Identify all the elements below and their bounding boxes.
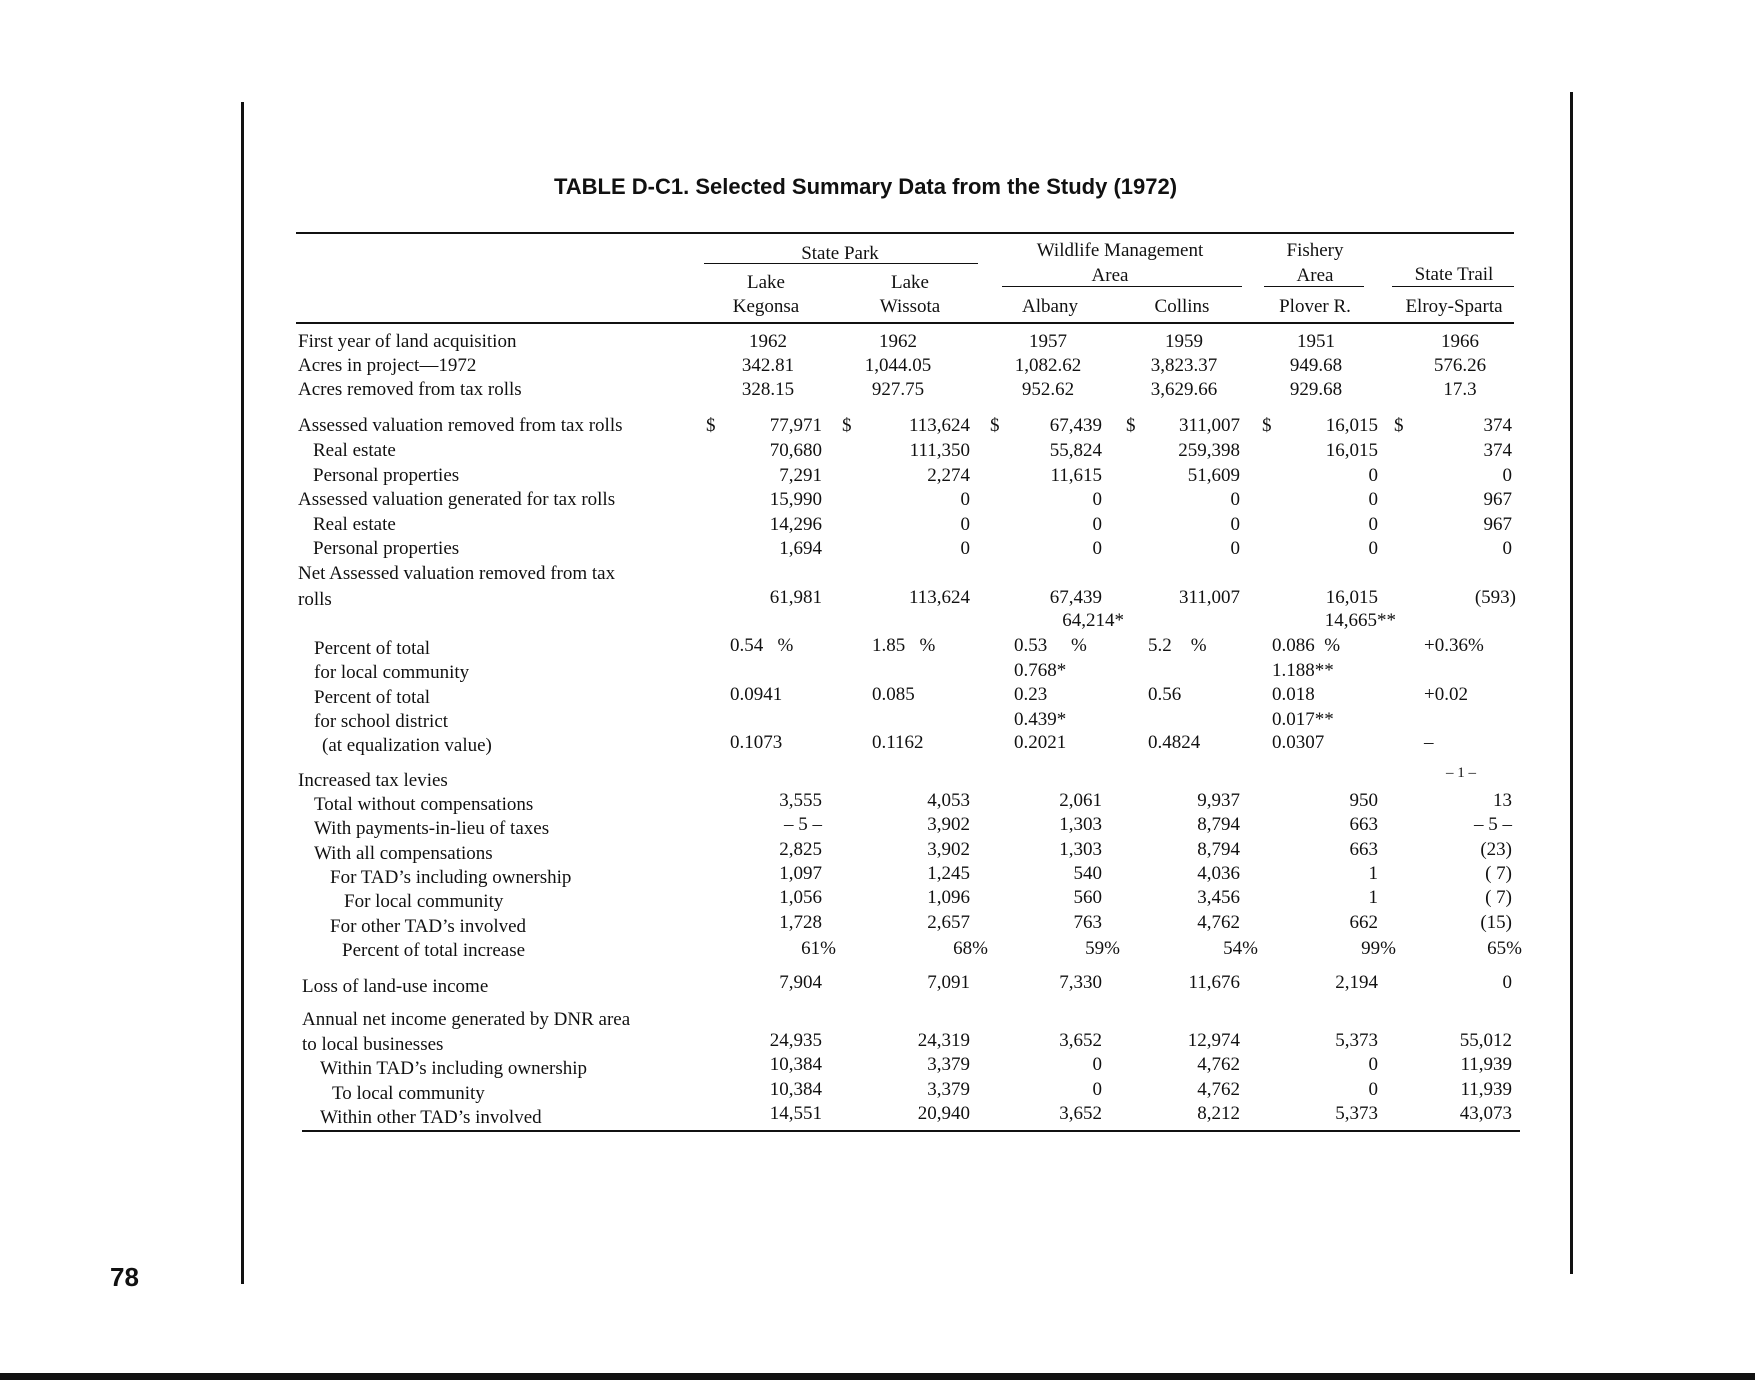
cell-first-year-elroy-sparta: 1966 — [1441, 331, 1479, 352]
cell-to-local-plover: 0 — [1368, 1079, 1378, 1100]
cell-annual-income-albany: 3,652 — [1059, 1030, 1102, 1051]
row-label-tad-ownership: For TAD’s including ownership — [330, 867, 572, 888]
cell-other-tad-plover: 662 — [1349, 912, 1378, 933]
cell-acres-project-lake-kegonsa: 342.81 — [741, 355, 795, 376]
dollar-sign-1: $ — [842, 415, 852, 436]
cell-annual-income-plover: 5,373 — [1335, 1030, 1378, 1051]
row-label-net-av-line1: Net Assessed valuation removed from tax — [298, 563, 616, 584]
cell-annual-income-collins: 12,974 — [1187, 1030, 1240, 1051]
cell-net-av-albany: 67,439 — [1049, 587, 1102, 608]
cell-av-removed-personal-plover: 0 — [1368, 465, 1378, 486]
cell-tad-ownership-plover: 1 — [1368, 863, 1378, 884]
cell-net-av-elroy-sparta: (593) — [1474, 587, 1516, 608]
cell-within-other-collins: 8,212 — [1197, 1103, 1240, 1124]
cell-acres-removed-lake-wissota: 927.75 — [871, 379, 925, 400]
cell-acres-removed-collins: 3,629.66 — [1150, 379, 1218, 400]
cell-net-av-plover: 16,015 — [1325, 587, 1378, 608]
col-lake-wissota-line2: Wissota — [879, 296, 941, 317]
cell-av-removed-personal-lake-wissota: 2,274 — [927, 465, 970, 486]
row-label-acres-removed: Acres removed from tax rolls — [298, 379, 522, 400]
header-bottom-rule — [296, 322, 1514, 324]
row-label-pct-school-line1: Percent of total — [314, 687, 431, 708]
cell-tad-ownership-elroy-sparta: ( 7) — [1485, 863, 1512, 884]
cell-equalization-plover: 0.0307 — [1272, 732, 1325, 753]
cell-av-removed-personal-elroy-sparta: 0 — [1502, 465, 1512, 486]
cell-av-removed-personal-lake-kegonsa: 7,291 — [779, 465, 822, 486]
cell-pct-increase-elroy-sparta: 65% — [1487, 938, 1522, 959]
cell-av-removed-personal-collins: 51,609 — [1187, 465, 1240, 486]
cell-local-community-elroy-sparta: ( 7) — [1485, 887, 1512, 908]
col-albany: Albany — [1022, 296, 1078, 317]
cell-av-generated-personal-plover: 0 — [1368, 538, 1378, 559]
dollar-sign-5: $ — [1394, 415, 1404, 436]
left-margin-rule — [241, 102, 244, 1284]
row-label-net-av-line2: rolls — [298, 589, 332, 610]
group-state-park: State Park — [801, 243, 879, 264]
cell-with-all-lake-wissota: 3,902 — [927, 839, 970, 860]
row-label-av-removed-real: Real estate — [313, 440, 396, 461]
cell-first-year-collins: 1959 — [1165, 331, 1203, 352]
cell-annual-income-lake-wissota: 24,319 — [917, 1030, 970, 1051]
cell-av-generated-elroy-sparta: 967 — [1483, 489, 1512, 510]
state-trail-rule — [1392, 286, 1514, 287]
page-number: 78 — [110, 1262, 139, 1292]
row-label-within-tad: Within TAD’s including ownership — [320, 1058, 588, 1079]
cell-within-tad-plover: 0 — [1368, 1054, 1378, 1075]
table-bottom-rule — [302, 1130, 1520, 1132]
dollar-sign-0: $ — [706, 415, 716, 436]
cell-acres-project-albany: 1,082.62 — [1014, 355, 1082, 376]
cell-total-without-plover: 950 — [1349, 790, 1378, 811]
row-label-with-all: With all compensations — [314, 843, 493, 864]
cell-annual-income-lake-kegonsa: 24,935 — [769, 1030, 822, 1051]
cell-with-pilot-albany: 1,303 — [1059, 814, 1102, 835]
cell-loss-income-lake-wissota: 7,091 — [927, 972, 970, 993]
col-collins: Collins — [1154, 296, 1210, 317]
cell-acres-project-elroy-sparta: 576.26 — [1433, 355, 1487, 376]
group-wildlife: Wildlife Management — [1036, 240, 1204, 261]
cell-local-community-collins: 3,456 — [1197, 887, 1240, 908]
cell-av-removed-real-lake-wissota: 111,350 — [909, 440, 970, 461]
cell-within-tad-elroy-sparta: 11,939 — [1460, 1054, 1512, 1075]
cell-loss-income-elroy-sparta: 0 — [1502, 972, 1512, 993]
page-bottom-edge — [0, 1373, 1755, 1380]
row-label-av-removed-personal: Personal properties — [313, 465, 460, 486]
cell-within-tad-lake-kegonsa: 10,384 — [769, 1054, 822, 1075]
row-label-local-community: For local community — [344, 891, 504, 912]
col-elroy-sparta: Elroy-Sparta — [1405, 296, 1503, 317]
cell-within-other-lake-wissota: 20,940 — [917, 1103, 970, 1124]
cell-loss-income-albany: 7,330 — [1059, 972, 1102, 993]
table-top-rule — [296, 232, 1514, 234]
row-label-loss-income: Loss of land-use income — [302, 976, 489, 997]
cell-acres-project-lake-wissota: 1,044.05 — [864, 355, 932, 376]
cell-within-other-elroy-sparta: 43,073 — [1459, 1103, 1512, 1124]
cell-av-generated-real-collins: 0 — [1230, 514, 1240, 535]
cell-with-pilot-lake-wissota: 3,902 — [927, 814, 970, 835]
cell-tad-ownership-collins: 4,036 — [1197, 863, 1240, 884]
cell-first-year-plover: 1951 — [1297, 331, 1335, 352]
cell-av-removed-lake-wissota: 113,624 — [908, 415, 970, 436]
cell-pct-school-lake-kegonsa: 0.0941 — [730, 684, 783, 705]
cell-pct-increase-collins: 54% — [1223, 938, 1258, 959]
cell-other-tad-collins: 4,762 — [1197, 912, 1240, 933]
cell-av-removed-real-albany: 55,824 — [1049, 440, 1102, 461]
cell-total-without-lake-kegonsa: 3,555 — [779, 790, 822, 811]
cell-acres-removed-elroy-sparta: 17.3 — [1443, 379, 1477, 400]
cell-local-community-lake-kegonsa: 1,056 — [779, 887, 822, 908]
cell-pct-school-albany: 0.23 — [1014, 684, 1048, 705]
cell-with-pilot-elroy-sparta: – 5 – — [1474, 814, 1512, 835]
cell-pct-school-elroy-sparta: +0.02 — [1424, 684, 1468, 705]
cell-av-generated-personal-lake-wissota: 0 — [960, 538, 970, 559]
cell-net-av-lake-wissota: 113,624 — [908, 587, 970, 608]
cell-equalization-albany: 0.2021 — [1014, 732, 1067, 753]
cell-pct-increase-plover: 99% — [1361, 938, 1396, 959]
cell-annual-income-elroy-sparta: 55,012 — [1459, 1030, 1512, 1051]
dollar-sign-3: $ — [1126, 415, 1136, 436]
cell-pct-local-plover-alt: 1.188** — [1272, 660, 1334, 681]
cell-total-without-elroy-sparta: 13 — [1493, 790, 1512, 811]
row-label-av-generated-real: Real estate — [313, 514, 396, 535]
row-label-within-other: Within other TAD’s involved — [320, 1107, 542, 1128]
cell-total-without-albany: 2,061 — [1059, 790, 1102, 811]
cell-av-removed-real-collins: 259,398 — [1178, 440, 1240, 461]
cell-pct-local-lake-wissota: 1.85 % — [872, 635, 936, 656]
cell-first-year-lake-kegonsa: 1962 — [749, 331, 787, 352]
cell-net-av-lake-kegonsa: 61,981 — [769, 587, 822, 608]
dollar-sign-4: $ — [1262, 415, 1272, 436]
cell-acres-removed-plover: 929.68 — [1289, 379, 1343, 400]
cell-to-local-elroy-sparta: 11,939 — [1460, 1079, 1512, 1100]
row-label-pct-local-line1: Percent of total — [314, 638, 431, 659]
cell-with-pilot-plover: 663 — [1349, 814, 1378, 835]
cell-other-tad-elroy-sparta: (15) — [1480, 912, 1512, 933]
cell-av-removed-real-elroy-sparta: 374 — [1483, 440, 1512, 461]
cell-equalization-lake-kegonsa: 0.1073 — [730, 732, 783, 753]
cell-av-removed-real-plover: 16,015 — [1325, 440, 1378, 461]
cell-av-generated-real-lake-kegonsa: 14,296 — [769, 514, 822, 535]
col-lake-kegonsa-line2: Kegonsa — [732, 296, 800, 317]
cell-pct-local-collins: 5.2 % — [1148, 635, 1207, 656]
table-title: TABLE D-C1. Selected Summary Data from the Study (1972) — [553, 174, 1178, 199]
cell-av-generated-real-plover: 0 — [1368, 514, 1378, 535]
cell-first-year-lake-wissota: 1962 — [879, 331, 917, 352]
cell-first-year-albany: 1957 — [1029, 331, 1067, 352]
cell-pct-increase-lake-kegonsa: 61% — [801, 938, 836, 959]
cell-acres-project-plover: 949.68 — [1289, 355, 1343, 376]
cell-with-all-elroy-sparta: (23) — [1480, 839, 1512, 860]
cell-av-generated-real-lake-wissota: 0 — [960, 514, 970, 535]
cell-pct-local-plover: 0.086 % — [1272, 635, 1341, 656]
group-fishery: Fishery — [1286, 240, 1344, 261]
cell-within-tad-lake-wissota: 3,379 — [927, 1054, 970, 1075]
cell-av-generated-real-albany: 0 — [1092, 514, 1102, 535]
row-label-total-without: Total without compensations — [314, 794, 534, 815]
row-label-equalization: (at equalization value) — [322, 735, 492, 756]
cell-tad-ownership-lake-kegonsa: 1,097 — [779, 863, 822, 884]
row-label-pct-school-line2: for school district — [314, 711, 449, 732]
cell-to-local-lake-kegonsa: 10,384 — [769, 1079, 822, 1100]
row-label-first-year: First year of land acquisition — [298, 331, 517, 352]
cell-total-without-lake-wissota: 4,053 — [927, 790, 970, 811]
cell-equalization-elroy-sparta: – — [1424, 732, 1434, 753]
cell-other-tad-albany: 763 — [1073, 912, 1102, 933]
cell-tad-ownership-lake-wissota: 1,245 — [927, 863, 970, 884]
cell-av-generated-personal-lake-kegonsa: 1,694 — [779, 538, 822, 559]
row-label-acres-project: Acres in project—1972 — [298, 355, 477, 376]
cell-with-all-plover: 663 — [1349, 839, 1378, 860]
cell-av-removed-personal-albany: 11,615 — [1050, 465, 1102, 486]
row-label-av-generated: Assessed valuation generated for tax rolls — [298, 489, 616, 510]
cell-net-av-plover-alt: 14,665** — [1324, 610, 1396, 631]
cell-av-generated-plover: 0 — [1368, 489, 1378, 510]
col-plover: Plover R. — [1279, 296, 1351, 317]
cell-av-removed-elroy-sparta: 374 — [1483, 415, 1512, 436]
cell-local-community-albany: 560 — [1073, 887, 1102, 908]
cell-within-other-lake-kegonsa: 14,551 — [769, 1103, 822, 1124]
cell-local-community-plover: 1 — [1368, 887, 1378, 908]
cell-pct-school-lake-wissota: 0.085 — [872, 684, 915, 705]
group-state-trail: State Trail — [1414, 264, 1494, 285]
cell-net-av-collins: 311,007 — [1178, 587, 1240, 608]
cell-pct-increase-albany: 59% — [1085, 938, 1120, 959]
cell-acres-project-collins: 3,823.37 — [1150, 355, 1218, 376]
cell-with-pilot-lake-kegonsa: – 5 – — [784, 814, 822, 835]
cell-to-local-albany: 0 — [1092, 1079, 1102, 1100]
cell-tad-ownership-albany: 540 — [1073, 863, 1102, 884]
cell-local-community-lake-wissota: 1,096 — [927, 887, 970, 908]
row-label-pct-local-line2: for local community — [314, 662, 470, 683]
row-label-annual-income-line2: to local businesses — [302, 1034, 444, 1055]
cell-to-local-lake-wissota: 3,379 — [927, 1079, 970, 1100]
row-label-pct-increase: Percent of total increase — [342, 940, 526, 961]
cell-equalization-lake-wissota: 0.1162 — [872, 732, 924, 753]
row-label-annual-income-line1: Annual net income generated by DNR area — [302, 1009, 631, 1030]
row-label-to-local: To local community — [332, 1083, 485, 1104]
cell-av-generated-real-elroy-sparta: 967 — [1483, 514, 1512, 535]
cell-acres-removed-albany: 952.62 — [1021, 379, 1075, 400]
cell-pct-school-plover-alt: 0.017** — [1272, 709, 1334, 730]
group-wildlife-area: Area — [1091, 265, 1129, 286]
cell-net-av-albany-alt: 64,214* — [1062, 610, 1124, 631]
row-label-av-generated-personal: Personal properties — [313, 538, 460, 559]
col-lake-kegonsa-line1: Lake — [747, 272, 785, 293]
cell-within-other-albany: 3,652 — [1059, 1103, 1102, 1124]
cell-equalization-collins: 0.4824 — [1148, 732, 1201, 753]
cell-with-all-lake-kegonsa: 2,825 — [779, 839, 822, 860]
row-label-increased-levies: Increased tax levies — [298, 770, 448, 791]
cell-total-without-collins: 9,937 — [1197, 790, 1240, 811]
cell-acres-removed-lake-kegonsa: 328.15 — [741, 379, 795, 400]
cell-av-removed-collins: 311,007 — [1178, 415, 1240, 436]
group-fishery-area: Area — [1296, 265, 1334, 286]
cell-av-removed-albany: 67,439 — [1049, 415, 1102, 436]
row-label-with-pilot: With payments-in-lieu of taxes — [314, 818, 550, 839]
dollar-sign-2: $ — [990, 415, 1000, 436]
cell-with-all-collins: 8,794 — [1197, 839, 1240, 860]
cell-av-generated-personal-albany: 0 — [1092, 538, 1102, 559]
cell-with-all-albany: 1,303 — [1059, 839, 1102, 860]
cell-loss-income-collins: 11,676 — [1188, 972, 1240, 993]
cell-increased-levies-elroy-note: – 1 – — [1446, 765, 1476, 781]
cell-av-removed-plover: 16,015 — [1325, 415, 1378, 436]
row-label-other-tad: For other TAD’s involved — [330, 916, 527, 937]
cell-within-other-plover: 5,373 — [1335, 1103, 1378, 1124]
row-label-av-removed: Assessed valuation removed from tax rolls — [298, 415, 623, 436]
cell-to-local-collins: 4,762 — [1197, 1079, 1240, 1100]
cell-with-pilot-collins: 8,794 — [1197, 814, 1240, 835]
cell-av-removed-real-lake-kegonsa: 70,680 — [769, 440, 822, 461]
col-lake-wissota-line1: Lake — [891, 272, 929, 293]
cell-av-generated-lake-kegonsa: 15,990 — [769, 489, 822, 510]
cell-loss-income-lake-kegonsa: 7,904 — [779, 972, 822, 993]
cell-av-generated-lake-wissota: 0 — [960, 489, 970, 510]
cell-loss-income-plover: 2,194 — [1335, 972, 1378, 993]
cell-av-generated-collins: 0 — [1230, 489, 1240, 510]
cell-other-tad-lake-kegonsa: 1,728 — [779, 912, 822, 933]
cell-pct-school-albany-alt: 0.439* — [1014, 709, 1067, 730]
cell-pct-local-albany: 0.53 % — [1014, 635, 1087, 656]
cell-pct-local-elroy-sparta: +0.36% — [1424, 635, 1484, 656]
cell-pct-increase-lake-wissota: 68% — [953, 938, 988, 959]
cell-pct-school-plover: 0.018 — [1272, 684, 1315, 705]
cell-av-generated-personal-elroy-sparta: 0 — [1502, 538, 1512, 559]
cell-av-generated-personal-collins: 0 — [1230, 538, 1240, 559]
right-margin-rule — [1570, 92, 1573, 1274]
cell-pct-local-lake-kegonsa: 0.54 % — [730, 635, 794, 656]
cell-pct-local-albany-alt: 0.768* — [1014, 660, 1067, 681]
cell-within-tad-collins: 4,762 — [1197, 1054, 1240, 1075]
cell-av-removed-lake-kegonsa: 77,971 — [769, 415, 822, 436]
cell-av-generated-albany: 0 — [1092, 489, 1102, 510]
cell-within-tad-albany: 0 — [1092, 1054, 1102, 1075]
cell-other-tad-lake-wissota: 2,657 — [927, 912, 970, 933]
cell-pct-school-collins: 0.56 — [1148, 684, 1182, 705]
